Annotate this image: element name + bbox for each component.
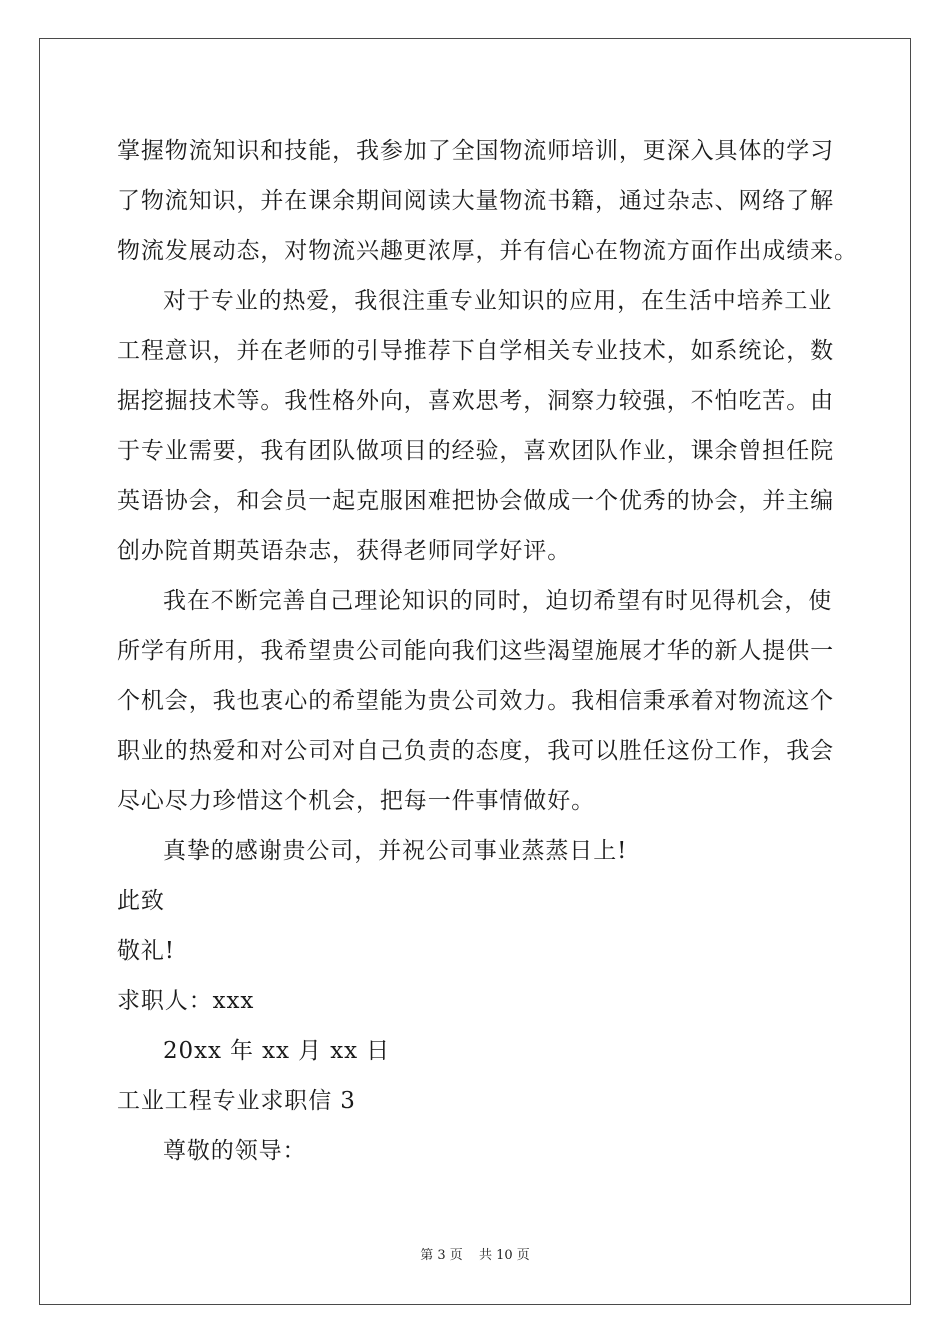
closing-salutation: 此致 — [117, 888, 165, 914]
applicant-signature: 求职人：xxx — [117, 988, 255, 1014]
thanks-line: 真挚的感谢贵公司，并祝公司事业蒸蒸日上! — [163, 838, 628, 864]
paragraph-1 — [117, 126, 858, 276]
page-number: 第 3 页 — [420, 1248, 463, 1263]
text-line: 创办院首期英语杂志，获得老师同学好评。 — [117, 538, 572, 564]
text-line: 掌握物流知识和技能，我参加了全国物流师培训，更深入具体的学习 — [117, 138, 834, 164]
page-footer — [0, 1244, 950, 1263]
text-line: 我在不断完善自己理论知识的同时，迫切希望有时见得机会，使 — [163, 588, 833, 614]
closing-regards: 敬礼! — [117, 938, 175, 964]
page-total: 共 10 页 — [478, 1248, 530, 1263]
section-title: 工业工程专业求职信 3 — [117, 1088, 356, 1114]
text-line: 对于专业的热爱，我很注重专业知识的应用，在生活中培养工业 — [163, 288, 833, 314]
text-line: 职业的热爱和对公司对自己负责的态度，我可以胜任这份工作，我会 — [117, 738, 834, 764]
text-line: 据挖掘技术等。我性格外向，喜欢思考，洞察力较强，不怕吃苦。由 — [117, 388, 834, 414]
text-line: 个机会，我也衷心的希望能为贵公司效力。我相信秉承着对物流这个 — [117, 688, 834, 714]
letter-date: 20xx 年 xx 月 xx 日 — [163, 1038, 391, 1064]
paragraph-2 — [117, 276, 837, 576]
paragraph-3 — [117, 576, 837, 826]
greeting: 尊敬的领导： — [163, 1138, 307, 1164]
text-line: 所学有所用，我希望贵公司能向我们这些渴望施展才华的新人提供一 — [117, 638, 834, 664]
text-line: 了物流知识，并在课余期间阅读大量物流书籍，通过杂志、网络了解 — [117, 188, 834, 214]
text-line: 工程意识，并在老师的引导推荐下自学相关专业技术，如系统论，数 — [117, 338, 834, 364]
text-line: 英语协会，和会员一起克服困难把协会做成一个优秀的协会，并主编 — [117, 488, 834, 514]
text-line: 物流发展动态，对物流兴趣更浓厚，并有信心在物流方面作出成绩来。 — [117, 238, 858, 264]
text-line: 尽心尽力珍惜这个机会，把每一件事情做好。 — [117, 788, 595, 814]
letter-body — [117, 126, 858, 1176]
text-line: 于专业需要，我有团队做项目的经验，喜欢团队作业，课余曾担任院 — [117, 438, 834, 464]
